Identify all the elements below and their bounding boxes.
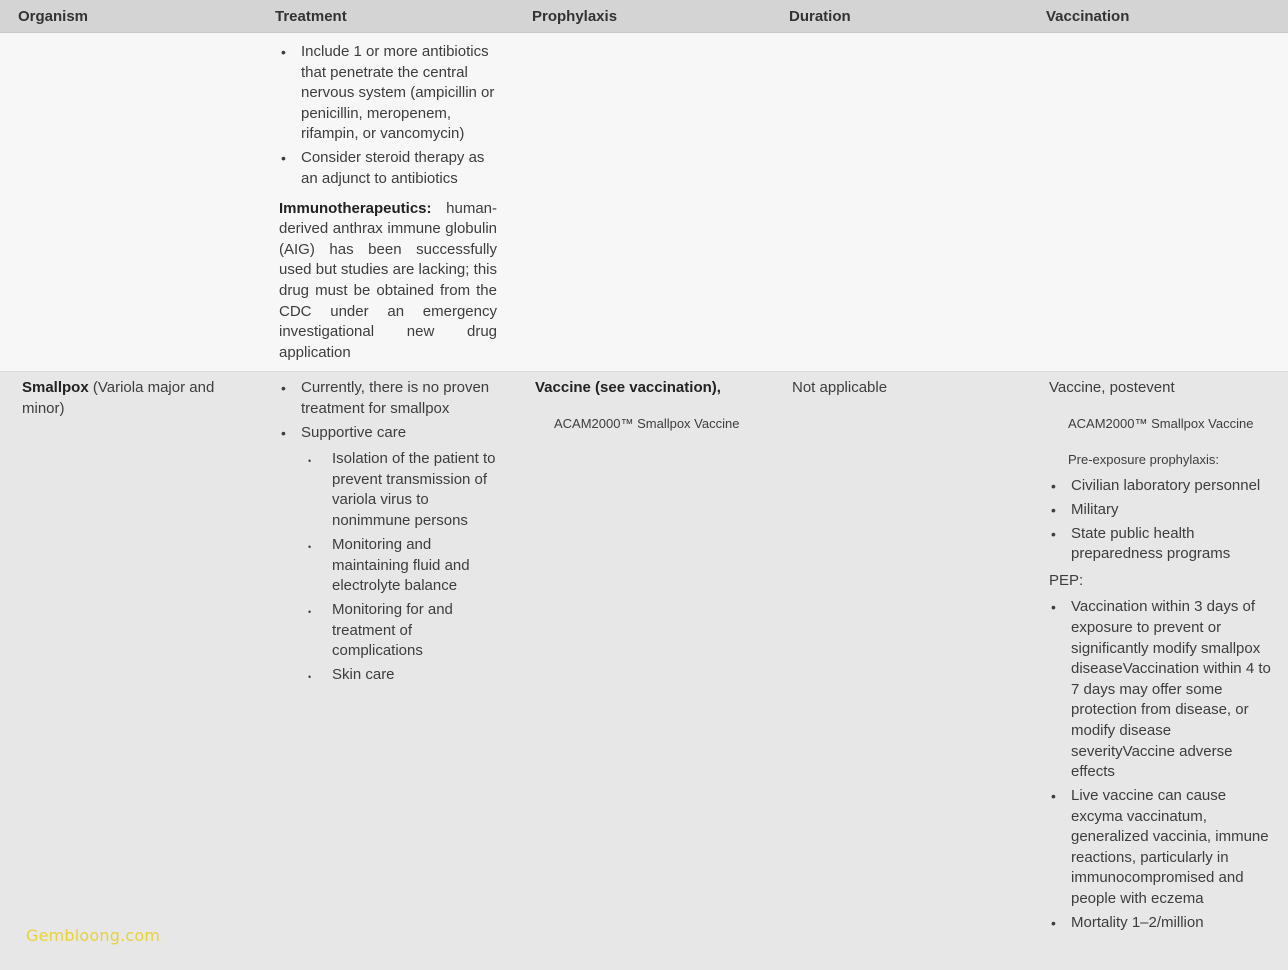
list-item: • Supportive care xyxy=(279,423,501,444)
column-header-prophylaxis: Prophylaxis xyxy=(532,8,618,25)
list-item: • State public health preparedness programs xyxy=(1049,524,1275,565)
supportive-care-sub-list xyxy=(306,449,498,686)
table-row xyxy=(0,371,1288,970)
table-header xyxy=(0,0,1288,33)
pep-bullet-list xyxy=(1049,597,1275,933)
immunotherapeutics-label: Immunotherapeutics: xyxy=(279,199,432,217)
vaccination-heading: Vaccine, postevent xyxy=(1049,379,1175,396)
organism-name: Smallpox xyxy=(22,379,89,396)
immunotherapeutics-text: human-derived anthrax immune globulin (AIG) has been successfully used but studies are lacking; this drug must be obtained from the CDC under an emergency investigational new drug application xyxy=(279,199,497,361)
organism-detail: (Variola major and minor) xyxy=(22,379,215,417)
list-item: • Mortality 1–2/million xyxy=(1049,913,1275,934)
list-item: • Civilian laboratory personnel xyxy=(1049,476,1275,497)
pep-label: PEP: xyxy=(1049,571,1084,589)
vaccination-vaccine-name: ACAM2000™ Smallpox Vaccine xyxy=(1068,415,1254,431)
immunotherapeutics-paragraph xyxy=(279,199,497,364)
table-row xyxy=(0,33,1288,371)
list-item: • Monitoring and maintaining fluid and electrolyte balance xyxy=(306,535,498,597)
prophylaxis-vaccine-name: ACAM2000™ Smallpox Vaccine xyxy=(554,415,740,431)
list-item: • Consider steroid therapy as an adjunct to antibiotics xyxy=(279,148,501,189)
vaccination-cell xyxy=(1049,378,1275,937)
duration-cell: Not applicable xyxy=(792,379,888,396)
list-item: • Military xyxy=(1049,500,1275,521)
column-header-organism: Organism xyxy=(18,8,89,25)
column-header-vaccination: Vaccination xyxy=(1046,8,1130,25)
treatment-cell xyxy=(279,378,501,689)
prophylaxis-cell xyxy=(535,378,765,433)
treatment-cell xyxy=(279,42,501,363)
list-item: • Vaccination within 3 days of exposure to prevent or significantly modify smallpox diseaseVaccination within 4 to 7 days may offer some protection from disease, or modify disease severityVaccine adverse effects xyxy=(1049,597,1275,782)
organism-cell xyxy=(22,378,242,419)
list-item: • Skin care xyxy=(306,665,498,686)
list-item: • Monitoring for and treatment of complications xyxy=(306,600,498,662)
preexposure-bullet-list xyxy=(1049,476,1275,565)
list-item: • Currently, there is no proven treatment for smallpox xyxy=(279,378,501,419)
prophylaxis-heading: Vaccine (see vaccination), xyxy=(535,379,721,396)
column-header-treatment: Treatment xyxy=(275,8,347,25)
watermark: Gembloong.com xyxy=(26,926,161,945)
column-header-duration: Duration xyxy=(789,8,851,25)
treatment-bullet-list xyxy=(279,42,501,190)
treatment-bullet-list xyxy=(279,378,501,443)
list-item: • Live vaccine can cause excyma vaccinatum, generalized vaccinia, immune reactions, particularly in immunocompromised and people with eczema xyxy=(1049,786,1275,910)
preexposure-label: Pre-exposure prophylaxis: xyxy=(1068,451,1220,467)
list-item: • Include 1 or more antibiotics that penetrate the central nervous system (ampicillin or penicillin, meropenem, rifampin, or vancomycin) xyxy=(279,42,501,145)
list-item: • Isolation of the patient to prevent transmission of variola virus to nonimmune persons xyxy=(306,449,498,531)
